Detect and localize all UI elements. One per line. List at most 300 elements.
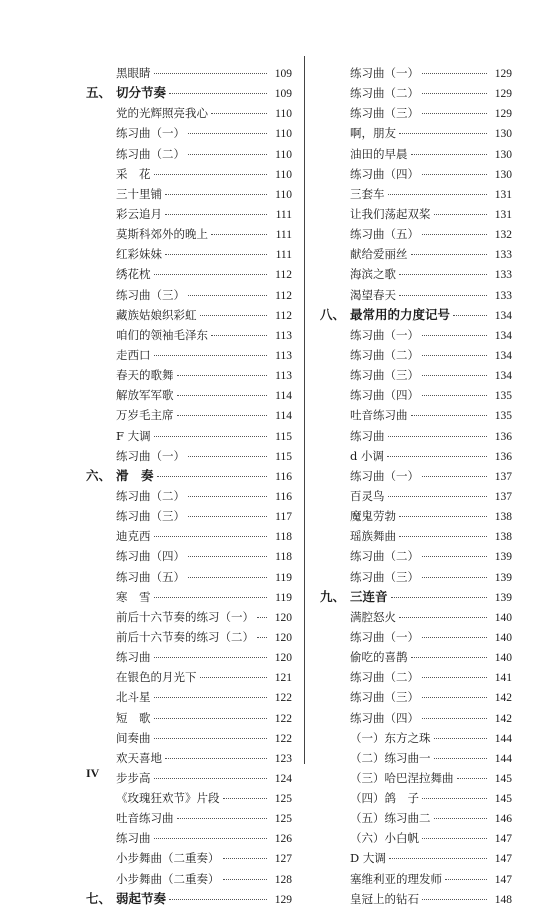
toc-dot-leader <box>422 798 487 799</box>
toc-entry-title: 前后十六节奏的练习（一） <box>116 609 254 624</box>
toc-section-number: 五、 <box>86 85 112 101</box>
toc-page-number: 111 <box>275 229 292 242</box>
toc-entry <box>320 647 512 667</box>
toc-section-number: 六、 <box>86 467 112 483</box>
toc-dot-leader <box>411 415 488 416</box>
toc-entry-title: 万岁毛主席 <box>116 408 174 423</box>
toc-entry-title: 藏族姑娘织彩虹 <box>116 307 197 322</box>
toc-dot-leader <box>188 516 267 517</box>
toc-dot-leader <box>422 899 487 900</box>
toc-entry-title: 吐音练习曲 <box>350 408 408 423</box>
toc-entry-title: 练习曲（二） <box>350 549 419 564</box>
toc-dot-leader <box>457 778 488 779</box>
toc-page-number: 114 <box>275 410 292 423</box>
toc-dot-leader <box>411 657 488 658</box>
toc-page-number: 119 <box>275 571 292 584</box>
toc-page-number: 129 <box>494 88 512 101</box>
toc-page-number: 135 <box>494 410 512 423</box>
toc-entry <box>86 224 292 244</box>
toc-entry <box>320 546 512 566</box>
toc-entry <box>320 808 512 828</box>
toc-entry-title: 滑 奏 <box>116 467 154 483</box>
toc-dot-leader <box>200 677 268 678</box>
toc-dot-leader <box>165 254 267 255</box>
toc-page-number: 137 <box>494 470 512 483</box>
toc-dot-leader <box>422 697 487 698</box>
toc-page-number: 125 <box>274 813 292 826</box>
toc-page-number: 123 <box>274 752 292 765</box>
toc-page-number: 112 <box>275 269 292 282</box>
toc-entry-title: （五）练习曲二 <box>350 811 431 826</box>
toc-dot-leader <box>211 335 267 336</box>
toc-entry <box>86 808 292 828</box>
toc-entry-title: 练习曲（二） <box>350 670 419 685</box>
toc-entry <box>86 768 292 788</box>
toc-entry <box>320 345 512 365</box>
toc-entry <box>320 667 512 687</box>
toc-page-number: 134 <box>494 370 512 383</box>
toc-page-number: 134 <box>494 329 512 342</box>
toc-entry <box>320 244 512 264</box>
toc-dot-leader <box>399 617 487 618</box>
toc-entry-title: 北斗星 <box>116 690 151 705</box>
toc-page-number: 145 <box>494 793 512 806</box>
toc-entry <box>86 184 292 204</box>
toc-entry <box>86 526 292 546</box>
toc-dot-leader <box>391 597 487 598</box>
toc-page-number: 132 <box>494 229 512 242</box>
toc-entry <box>320 748 512 768</box>
toc-dot-leader <box>388 194 488 195</box>
toc-dot-leader <box>422 556 487 557</box>
toc-dot-leader <box>399 133 487 134</box>
toc-dot-leader <box>154 718 268 719</box>
toc-dot-leader <box>188 295 267 296</box>
toc-entry <box>86 708 292 728</box>
toc-entry-title: 咱们的领袖毛泽东 <box>116 327 208 342</box>
toc-entry-title: 练习曲（二） <box>116 146 185 161</box>
toc-dot-leader <box>434 738 488 739</box>
toc-entry-title: 练习曲（二） <box>350 86 419 101</box>
toc-entry <box>86 103 292 123</box>
toc-entry <box>86 426 292 446</box>
toc-entry-title: 《玫瑰狂欢节》片段 <box>116 791 220 806</box>
toc-entry-title: 采 花 <box>116 166 151 181</box>
toc-entry-title: 油田的早晨 <box>350 146 408 161</box>
toc-dot-leader <box>422 113 487 114</box>
toc-entry-title: 吐音练习曲 <box>116 811 174 826</box>
toc-entry-title: 练习曲（一） <box>116 126 185 141</box>
toc-entry <box>86 345 292 365</box>
toc-page-number: 133 <box>494 249 512 262</box>
toc-dot-leader <box>422 677 487 678</box>
toc-entry <box>86 788 292 808</box>
column-divider <box>304 56 305 764</box>
toc-dot-leader <box>399 274 487 275</box>
toc-dot-leader <box>165 214 267 215</box>
toc-entry <box>86 587 292 607</box>
toc-page-number: 120 <box>274 631 292 644</box>
toc-dot-leader <box>177 818 268 819</box>
toc-page-number: 119 <box>275 591 292 604</box>
toc-entry-title: （六）小白帆 <box>350 831 419 846</box>
toc-section-number: 九、 <box>320 588 346 604</box>
toc-entry-title: 魔鬼劳勃 <box>350 509 396 524</box>
toc-entry-title: 练习曲（一） <box>350 327 419 342</box>
toc-entry <box>320 325 512 345</box>
toc-section-number: 八、 <box>320 306 346 322</box>
toc-page-number: 117 <box>275 511 292 524</box>
toc-entry-title: （一）东方之珠 <box>350 730 431 745</box>
toc-entry-title: 满腔怒火 <box>350 609 396 624</box>
toc-entry-title: 渴望春天 <box>350 287 396 302</box>
toc-entry-title: 切分节奏 <box>116 85 167 101</box>
toc-page-number: 133 <box>494 269 512 282</box>
toc-dot-leader <box>422 375 487 376</box>
toc-entry <box>86 546 292 566</box>
toc-page-number: 130 <box>494 168 512 181</box>
toc-entry-title: D 大调 <box>350 851 386 866</box>
toc-page-number: 147 <box>494 853 512 866</box>
toc-entry <box>320 466 512 486</box>
toc-entry <box>86 748 292 768</box>
toc-entry <box>86 627 292 647</box>
toc-entry <box>320 828 512 848</box>
toc-page-number: 126 <box>274 833 292 846</box>
toc-entry <box>320 687 512 707</box>
toc-entry-title: 练习曲（四） <box>350 388 419 403</box>
toc-entry-title: 黑眼睛 <box>116 66 151 80</box>
toc-page-number: 110 <box>275 168 292 181</box>
toc-page-number: 128 <box>274 873 292 886</box>
toc-page-number: 146 <box>494 813 512 826</box>
toc-entry-title: 解放军军歌 <box>116 388 174 403</box>
toc-entry <box>86 365 292 385</box>
toc-entry-title: F 大调 <box>116 428 151 443</box>
toc-dot-leader <box>223 879 268 880</box>
toc-page-number: 110 <box>275 148 292 161</box>
toc-page-number: 141 <box>494 672 512 685</box>
toc-dot-leader <box>154 778 268 779</box>
toc-dot-leader <box>445 879 487 880</box>
toc-dot-leader <box>411 254 488 255</box>
toc-entry-title: 练习曲（三） <box>116 287 185 302</box>
toc-entry-title: 练习曲（一） <box>350 629 419 644</box>
toc-dot-leader <box>188 133 267 134</box>
toc-page-number: 142 <box>494 692 512 705</box>
toc-entry <box>320 123 512 143</box>
toc-entry <box>320 385 512 405</box>
toc-dot-leader <box>422 355 487 356</box>
toc-page-number: 127 <box>274 853 292 866</box>
toc-dot-leader <box>434 758 488 759</box>
page-number: IV <box>86 766 100 780</box>
toc-entry-title: 弱起节奏 <box>116 890 167 906</box>
toc-entry <box>320 486 512 506</box>
toc-dot-leader <box>422 838 487 839</box>
toc-entry-title: 莫斯科郊外的晚上 <box>116 227 208 242</box>
toc-entry-title: （二）练习曲一 <box>350 750 431 765</box>
toc-page-number: 134 <box>494 309 512 322</box>
toc-entry-title: 练习曲（一） <box>116 448 185 463</box>
toc-page-number: 144 <box>494 732 512 745</box>
toc-page-number: 136 <box>494 430 512 443</box>
toc-page-number: 111 <box>275 249 292 262</box>
toc-page-number: 145 <box>494 772 512 785</box>
toc-entry-title: 彩云追月 <box>116 206 162 221</box>
toc-page-number: 139 <box>494 591 512 604</box>
toc-entry-title: 练习曲（三） <box>350 368 419 383</box>
toc-page-number: 112 <box>275 289 292 302</box>
toc-entry-title: 练习曲 <box>350 428 385 443</box>
toc-page-number: 133 <box>494 289 512 302</box>
toc-dot-leader <box>453 315 487 316</box>
toc-dot-leader <box>165 758 267 759</box>
toc-entry <box>86 325 292 345</box>
toc-page-number: 139 <box>494 551 512 564</box>
toc-entry-title: 三连音 <box>350 588 388 604</box>
toc-entry-title: 绣花枕 <box>116 267 151 282</box>
toc-dot-leader <box>188 456 267 457</box>
toc-section-heading <box>320 587 512 607</box>
toc-entry-title: 春天的歌舞 <box>116 368 174 383</box>
toc-dot-leader <box>422 93 487 94</box>
toc-dot-leader <box>154 355 268 356</box>
toc-entry-title: 练习曲（三） <box>350 690 419 705</box>
toc-dot-leader <box>411 154 488 155</box>
toc-entry-title: 练习曲（四） <box>116 549 185 564</box>
toc-entry-title: 让我们荡起双桨 <box>350 206 431 221</box>
toc-entry-title: 练习曲（三） <box>116 509 185 524</box>
toc-entry <box>86 848 292 868</box>
toc-entry <box>86 204 292 224</box>
toc-dot-leader <box>422 476 487 477</box>
toc-dot-leader <box>154 274 268 275</box>
toc-entry <box>86 667 292 687</box>
toc-page-number: 137 <box>494 490 512 503</box>
toc-entry-title: 在银色的月光下 <box>116 670 197 685</box>
toc-dot-leader <box>399 536 487 537</box>
toc-dot-leader <box>165 194 267 195</box>
toc-page-number: 147 <box>494 833 512 846</box>
toc-entry <box>320 144 512 164</box>
toc-page-number: 130 <box>494 128 512 141</box>
toc-entry-title: 寒 雪 <box>116 589 151 604</box>
toc-dot-leader <box>422 174 487 175</box>
toc-entry <box>320 768 512 788</box>
toc-dot-leader <box>200 315 268 316</box>
toc-entry-title: 前后十六节奏的练习（二） <box>116 629 254 644</box>
toc-section-number: 七、 <box>86 890 112 906</box>
toc-dot-leader <box>188 577 267 578</box>
toc-entry-title: （四）鸽 子 <box>350 791 419 806</box>
toc-page-number: 109 <box>274 68 292 80</box>
toc-entry-title: d 小调 <box>350 448 385 463</box>
toc-entry <box>86 687 292 707</box>
toc-entry-title: 练习曲（五） <box>116 569 185 584</box>
toc-dot-leader <box>177 415 268 416</box>
toc-entry-title: 党的光辉照亮我心 <box>116 106 208 121</box>
toc-dot-leader <box>211 113 267 114</box>
toc-page-number: 140 <box>494 631 512 644</box>
toc-entry-title: 三套车 <box>350 186 385 201</box>
toc-entry-title: 海滨之歌 <box>350 267 396 282</box>
toc-dot-leader <box>177 375 268 376</box>
toc-entry <box>86 305 292 325</box>
toc-entry-title: 三十里铺 <box>116 186 162 201</box>
toc-entry-title: 迪克西 <box>116 529 151 544</box>
toc-page-number: 140 <box>494 652 512 665</box>
toc-page-number: 118 <box>275 531 292 544</box>
toc-dot-leader <box>422 335 487 336</box>
toc-entry-title: （三）哈巴涅拉舞曲 <box>350 770 454 785</box>
toc-page-number: 130 <box>494 148 512 161</box>
toc-entry-title: 走西口 <box>116 347 151 362</box>
toc-entry-title: 练习曲（二） <box>350 347 419 362</box>
toc-section-heading <box>320 305 512 325</box>
toc-entry-title: 练习曲 <box>116 831 151 846</box>
toc-dot-leader <box>154 174 268 175</box>
toc-entry <box>86 567 292 587</box>
toc-page-number: 125 <box>274 793 292 806</box>
toc-entry <box>320 869 512 889</box>
toc-entry-title: 短 歌 <box>116 710 151 725</box>
toc-entry <box>320 224 512 244</box>
toc-entry <box>86 405 292 425</box>
toc-dot-leader <box>399 295 487 296</box>
toc-dot-leader <box>389 858 487 859</box>
toc-page-number: 114 <box>275 390 292 403</box>
toc-entry-title: 练习曲（四） <box>350 166 419 181</box>
toc-page-number: 121 <box>274 672 292 685</box>
toc-page-number: 139 <box>494 571 512 584</box>
toc-entry <box>320 426 512 446</box>
toc-page-number: 129 <box>494 108 512 121</box>
toc-page-number: 135 <box>494 390 512 403</box>
toc-page-number: 122 <box>274 732 292 745</box>
toc-page-number: 140 <box>494 611 512 624</box>
toc-entry <box>320 728 512 748</box>
toc-entry <box>86 123 292 143</box>
toc-entry-title: 间奏曲 <box>116 730 151 745</box>
toc-entry <box>86 869 292 889</box>
toc-entry-title: 瑶族舞曲 <box>350 529 396 544</box>
toc-entry <box>320 285 512 305</box>
toc-entry-title: 练习曲（四） <box>350 710 419 725</box>
toc-dot-leader <box>169 899 267 900</box>
toc-page-number: 118 <box>275 551 292 564</box>
toc-entry-title: 献给爱丽丝 <box>350 247 408 262</box>
toc-entry <box>320 506 512 526</box>
toc-dot-leader <box>154 536 268 537</box>
toc-entry-title: 小步舞曲（二重奏） <box>116 851 220 866</box>
toc-entry <box>86 385 292 405</box>
toc-dot-leader <box>154 838 268 839</box>
toc-dot-leader <box>169 93 267 94</box>
toc-page-number: 115 <box>275 450 292 463</box>
toc-entry-title: 练习曲（三） <box>350 106 419 121</box>
toc-page-number: 147 <box>494 873 512 886</box>
toc-entry-title: 练习曲（一） <box>350 66 419 80</box>
toc-entry <box>320 184 512 204</box>
toc-dot-leader <box>188 496 267 497</box>
toc-dot-leader <box>154 697 268 698</box>
toc-page-number: 122 <box>274 712 292 725</box>
toc-dot-leader <box>188 556 267 557</box>
toc-entry <box>320 164 512 184</box>
toc-entry <box>86 728 292 748</box>
toc-dot-leader <box>223 858 268 859</box>
toc-entry <box>86 486 292 506</box>
toc-page-number: 138 <box>494 511 512 524</box>
toc-dot-leader <box>154 436 267 437</box>
toc-page-number: 112 <box>275 309 292 322</box>
toc-entry <box>320 405 512 425</box>
toc-dot-leader <box>154 738 268 739</box>
toc-entry-title: 练习曲（五） <box>350 227 419 242</box>
toc-page-number: 110 <box>275 188 292 201</box>
toc-page-number: 134 <box>494 349 512 362</box>
toc-dot-leader <box>422 637 487 638</box>
toc-dot-leader <box>177 395 268 396</box>
toc-entry-title: 啊，朋友 <box>350 126 396 141</box>
toc-entry <box>86 164 292 184</box>
toc-entry <box>320 889 512 909</box>
toc-page-number: 142 <box>494 712 512 725</box>
toc-page-number: 131 <box>494 188 512 201</box>
toc-dot-leader <box>257 617 267 618</box>
toc-entry <box>86 244 292 264</box>
toc-page-number: 120 <box>274 611 292 624</box>
toc-entry <box>320 848 512 868</box>
toc-page-number: 144 <box>494 752 512 765</box>
toc-dot-leader <box>422 395 487 396</box>
toc-entry <box>320 63 512 83</box>
toc-entry <box>86 446 292 466</box>
toc-entry <box>320 103 512 123</box>
toc-page-number: 115 <box>275 430 292 443</box>
toc-page-number: 113 <box>275 370 292 383</box>
toc-dot-leader <box>422 234 487 235</box>
toc-entry <box>320 708 512 728</box>
toc-dot-leader <box>434 214 488 215</box>
toc-page-number: 111 <box>275 208 292 221</box>
toc-dot-leader <box>188 154 267 155</box>
toc-entry-title: 练习曲（一） <box>350 468 419 483</box>
toc-entry-title: 皇冠上的钻石 <box>350 891 419 906</box>
toc-entry-title: 红彩妹妹 <box>116 247 162 262</box>
toc-page-number: 138 <box>494 531 512 544</box>
toc-section-heading <box>86 466 292 486</box>
toc-entry <box>320 788 512 808</box>
toc-entry <box>86 63 292 83</box>
toc-dot-leader <box>154 657 268 658</box>
toc-page-number: 113 <box>275 329 292 342</box>
toc-page-number: 109 <box>274 88 292 101</box>
toc-section-heading <box>86 889 292 909</box>
toc-entry-title: 练习曲（三） <box>350 569 419 584</box>
toc-entry <box>86 828 292 848</box>
toc-page-number: 148 <box>494 893 512 906</box>
toc-left-column <box>86 63 292 909</box>
toc-entry-title: 欢天喜地 <box>116 750 162 765</box>
toc-dot-leader <box>211 234 267 235</box>
toc-entry <box>320 365 512 385</box>
toc-page-number: 129 <box>274 893 292 906</box>
toc-entry <box>320 607 512 627</box>
toc-page-number: 110 <box>275 128 292 141</box>
toc-page-number: 110 <box>275 108 292 121</box>
